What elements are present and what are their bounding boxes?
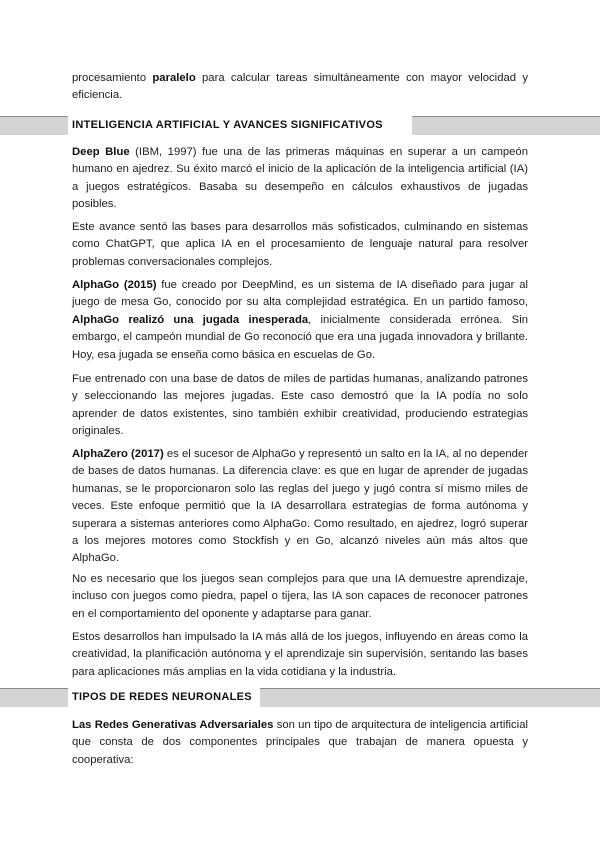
paragraph-estos-desarrollos: Estos desarrollos han impulsado la IA más allá de los juegos, influyendo en áreas como la creatividad, la planificación autónoma y el aprendizaje sin supervisión, sentando las bases para aplicaciones más amplias en la vida cotidiana y la industria.	[72, 631, 528, 678]
bold-term-alphago: AlphaGo (2015)	[72, 279, 157, 291]
paragraph-avance: Este avance sentó las bases para desarrollos más sofisticados, culminando en sistemas como ChatGPT, que aplica IA en el procesamiento de lenguaje natural para resolver problemas conversacionales complejos.	[72, 221, 528, 268]
section-bar-left	[0, 116, 68, 135]
text: (IBM, 1997) fue una de las primeras máquinas en superar a un campeón humano en ajedrez. Su éxito marcó el inicio de la aplicación de la inteligencia artificial (IA) a juegos estratégicos. Basaba su desempeño en cálculos exhaustivos de jugadas posibles.	[72, 146, 528, 211]
paragraph-intro	[72, 70, 528, 105]
text: es el sucesor de AlphaGo y representó un salto en la IA, al no depender de bases de datos humanas. La diferencia clave: es que en lugar de aprender de jugadas humanas, se le proporcionaron solo las reglas del juego y jugó contra sí mismo miles de veces. Este enfoque permitió que la IA desarrollara estrategias de forma autónoma y superara a sistemas anteriores como AlphaGo. Como resultado, en ajedrez, logró superar a los mejores motores como Stockfish y en Go, alcanzó niveles aún más altos que AlphaGo.	[72, 448, 528, 565]
bold-term-alphazero: AlphaZero (2017)	[72, 448, 164, 460]
section-bar-right	[260, 688, 600, 707]
section-header-redes	[0, 688, 600, 707]
paragraph-no-es-necesario: No es necesario que los juegos sean complejos para que una IA demuestre aprendizaje, incluso con juegos como piedra, papel o tijera, las IA son capaces de reconocer patrones en el comportamiento del oponente y adaptarse para ganar.	[72, 573, 528, 620]
section-bar-right	[412, 116, 600, 135]
paragraph-entrenado: Fue entrenado con una base de datos de miles de partidas humanas, analizando patrones y seleccionando las mejores jugadas. Este caso demostró que la IA podía no solo aprender de datos existentes, sino también exhibir creatividad, produciendo estrategias originales.	[72, 373, 528, 438]
paragraph-alphazero	[72, 446, 528, 568]
text: para calcular tareas simultáneamente con mayor velocidad y eficiencia.	[72, 72, 528, 102]
text: , inicialmente considerada errónea. Sin embargo, el campeón mundial de Go reconoció que era una jugada innovadora y brillante. Hoy, esa jugada se enseña como básica en escuelas de Go.	[72, 313, 528, 361]
text: procesamiento	[72, 72, 153, 84]
paragraph-alphago	[72, 277, 528, 364]
text: fue creado por DeepMind, es un sistema de IA diseñado para jugar al juego de mesa Go, conocido por su alta complejidad estratégica. En un partido famoso,	[72, 279, 528, 309]
text: son un tipo de arquitectura de inteligencia artificial que consta de dos componentes principales que trabajan de manera opuesta y cooperativa:	[72, 719, 528, 766]
paragraph-redes-generativas	[72, 717, 528, 769]
bold-term-paralelo: paralelo	[152, 72, 196, 84]
section-bar-left	[0, 688, 68, 707]
section-header-ia	[0, 116, 600, 135]
section-title: INTELIGENCIA ARTIFICIAL Y AVANCES SIGNIFICATIVOS	[72, 119, 383, 131]
bold-term-deep-blue: Deep Blue	[72, 146, 130, 158]
bold-term-jugada: AlphaGo realizó una jugada inesperada	[72, 313, 309, 326]
section-title: TIPOS DE REDES NEURONALES	[72, 691, 252, 703]
paragraph-deep-blue	[72, 144, 528, 214]
bold-term-gan: Las Redes Generativas Adversariales	[72, 719, 274, 731]
